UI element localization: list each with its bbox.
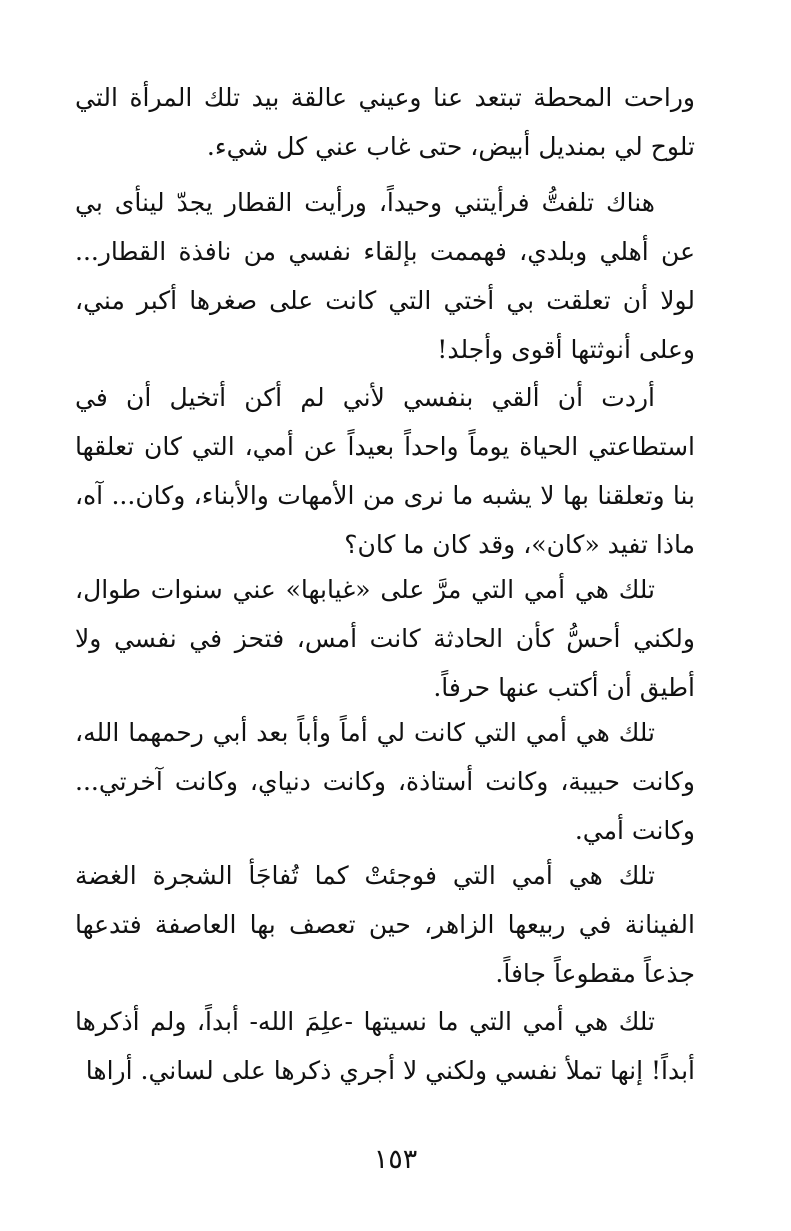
paragraph-7-block xyxy=(75,997,695,1095)
paragraph-6-block xyxy=(75,851,695,998)
paragraph-4: تلك هي أمي التي مرَّ على «غيابها» عني سنوات طوال، ولكني أحسُّ كأن الحادثة كانت أمس، فتحز في نفسي ولا أطيق أن أكتب عنها حرفاً. xyxy=(75,575,695,702)
paragraph-5: تلك هي أمي التي كانت لي أماً وأباً بعد أبي رحمهما الله، وكانت حبيبة، وكانت أستاذة، وكانت دنياي، وكانت آخرتي... وكانت أمي. xyxy=(75,718,695,845)
paragraph-7: تلك هي أمي التي ما نسيتها -علِمَ الله- أبداً، ولم أذكرها أبداً! إنها تملأ نفسي ولكني لا أجري ذكرها على لساني. أراها xyxy=(75,1007,695,1085)
paragraph-6: تلك هي أمي التي فوجئتْ كما تُفاجَأ الشجرة الغضة الفينانة في ربيعها الزاهر، حين تعصف بها العاصفة فتدعها جذعاً مقطوعاً جافاً. xyxy=(75,861,695,988)
paragraph-4-block xyxy=(75,565,695,712)
paragraph-5-block xyxy=(75,708,695,855)
page-number: ١٥٣ xyxy=(373,1144,418,1175)
paragraph-3-block xyxy=(75,373,695,569)
paragraph-2-block xyxy=(75,178,695,374)
paragraph-1-block xyxy=(75,73,695,171)
paragraph-1: وراحت المحطة تبتعد عنا وعيني عالقة بيد تلك المرأة التي تلوح لي بمنديل أبيض، حتى غاب عني كل شيء. xyxy=(75,83,695,161)
paragraph-2: هناك تلفتُّ فرأيتني وحيداً، ورأيت القطار يجدّ لينأى بي عن أهلي وبلدي، فهممت بإلقاء نفسي من نافذة القطار... لولا أن تعلقت بي أختي التي كانت على صغرها أكبر مني، وعلى أنوثتها أقوى وأجلد! xyxy=(75,188,695,364)
paragraph-3: أردت أن ألقي بنفسي لأني لم أكن أتخيل أن في استطاعتي الحياة يوماً واحداً بعيداً عن أمي، التي كان تعلقها بنا وتعلقنا بها لا يشبه ما نرى من الأمهات والأبناء، وكان... آه، ماذا تفيد «كان»، وقد كان ما كان؟ xyxy=(75,383,695,559)
